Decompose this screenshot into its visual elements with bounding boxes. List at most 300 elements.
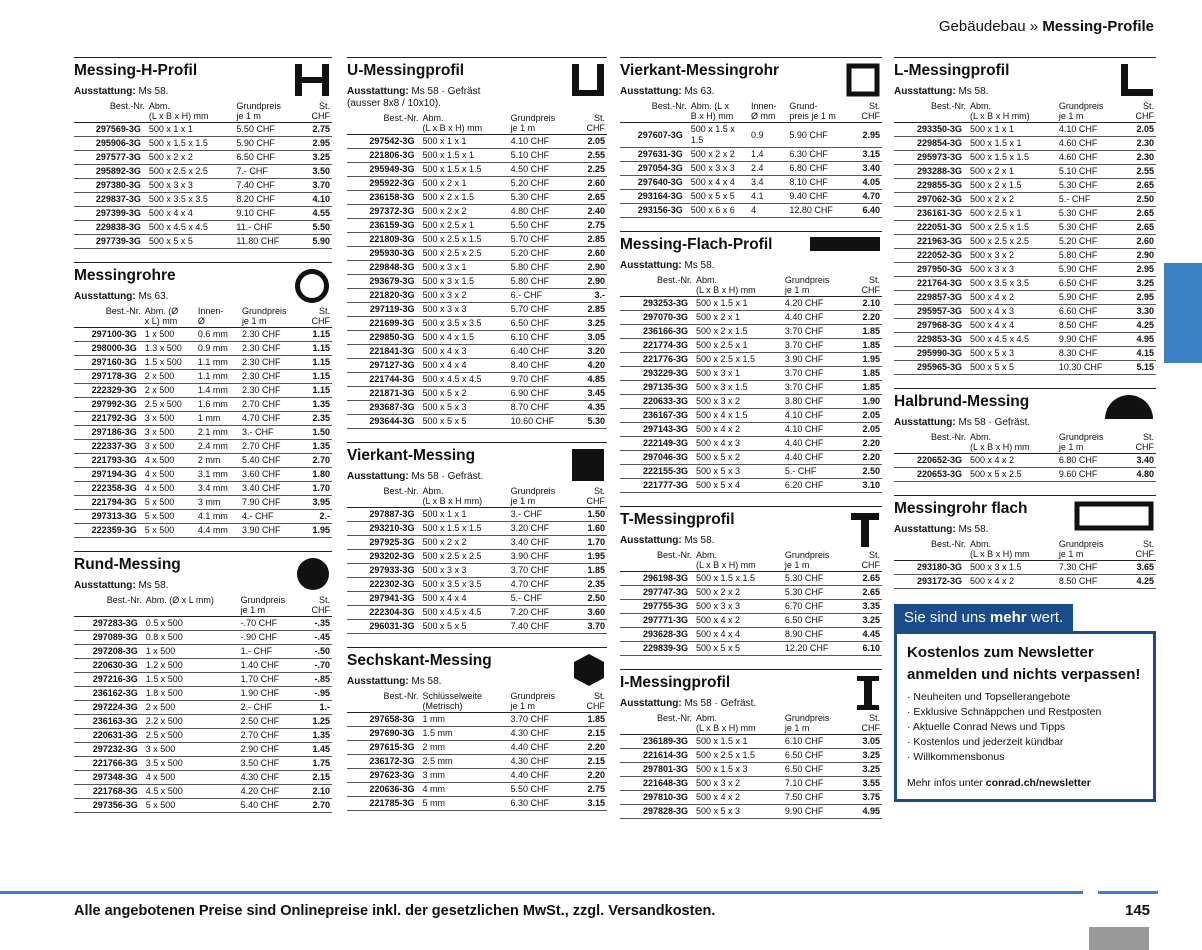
cell: 2 mm <box>421 741 509 755</box>
order-number[interactable]: 221768-3G <box>74 785 144 799</box>
unit-price: 2.70 <box>302 799 332 813</box>
cell: 3.- CHF <box>509 508 576 522</box>
order-number[interactable]: 221744-3G <box>347 373 420 387</box>
order-number[interactable]: 221614-3G <box>620 749 694 763</box>
cell: 500 x 5 x 2 <box>420 387 508 401</box>
cell: 6.70 CHF <box>783 600 851 614</box>
ausstattung-value: Ms 58. <box>958 524 989 535</box>
unit-price: 2.25 <box>576 163 607 177</box>
table-row <box>74 384 332 398</box>
cell: 4.10 CHF <box>1057 123 1125 137</box>
order-number[interactable]: 220631-3G <box>74 729 144 743</box>
table-header-row <box>74 595 332 617</box>
table-row <box>894 319 1156 333</box>
table-row <box>347 261 607 275</box>
cell: 500 x 3 x 3 <box>968 263 1057 277</box>
order-number[interactable]: 229853-3G <box>894 333 968 347</box>
order-number[interactable]: 293288-3G <box>894 165 968 179</box>
order-number[interactable]: 298000-3G <box>74 342 143 356</box>
order-number[interactable]: 221699-3G <box>347 317 420 331</box>
order-number[interactable]: 236159-3G <box>347 219 420 233</box>
table-row <box>74 342 332 356</box>
cell: 7.- CHF <box>234 165 301 179</box>
cell: 1.3 x 500 <box>143 342 196 356</box>
order-number[interactable]: 297356-3G <box>74 799 144 813</box>
cell: 9.90 CHF <box>783 805 851 819</box>
unit-price: 3.65 <box>1125 561 1156 575</box>
cell: 8.30 CHF <box>1057 347 1125 361</box>
unit-price: 3.95 <box>303 496 332 510</box>
column-header: Innen- Ø <box>197 306 224 326</box>
order-number[interactable]: 221792-3G <box>74 412 143 426</box>
order-number[interactable]: 297186-3G <box>74 426 143 440</box>
column-3 <box>620 57 882 832</box>
order-number[interactable]: 229855-3G <box>894 179 968 193</box>
cell: 500 x 1.5 x 1 <box>420 149 508 163</box>
newsletter-promo[interactable] <box>894 602 1156 802</box>
order-number[interactable]: 295892-3G <box>74 165 147 179</box>
cell: 7.40 CHF <box>509 620 576 634</box>
order-number[interactable]: 295990-3G <box>894 347 968 361</box>
unit-price: 2.90 <box>576 275 607 289</box>
order-number[interactable]: 297968-3G <box>894 319 968 333</box>
order-number[interactable]: 297399-3G <box>74 207 147 221</box>
order-number[interactable]: 236161-3G <box>894 207 968 221</box>
unit-price: 4.25 <box>1125 319 1156 333</box>
section-title: I-Messingprofil <box>620 674 731 691</box>
order-number[interactable]: 221766-3G <box>74 757 144 771</box>
order-number[interactable]: 297054-3G <box>620 162 689 176</box>
unit-price: 2.10 <box>851 297 882 311</box>
order-number[interactable]: 297569-3G <box>74 123 147 137</box>
order-number[interactable]: 236172-3G <box>347 755 421 769</box>
order-number[interactable]: 293210-3G <box>347 522 420 536</box>
order-number[interactable]: 295949-3G <box>347 163 420 177</box>
order-number[interactable]: 221841-3G <box>347 345 420 359</box>
column-header: Best.-Nr. <box>657 713 693 723</box>
table-row <box>894 165 1156 179</box>
order-number[interactable]: 293229-3G <box>620 367 694 381</box>
order-number[interactable]: 297046-3G <box>620 451 694 465</box>
table-row <box>894 468 1156 482</box>
unit-price: 1.95 <box>576 550 607 564</box>
order-number[interactable]: 297208-3G <box>74 645 144 659</box>
column-header: Best.-Nr. <box>109 101 145 111</box>
unit-price: 3.25 <box>851 614 882 628</box>
unit-price: 2.60 <box>576 247 607 261</box>
order-number[interactable]: 229837-3G <box>74 193 147 207</box>
column-header: Innen- Ø mm <box>751 101 777 121</box>
l-profile-icon <box>1120 63 1154 102</box>
order-number[interactable]: 297542-3G <box>347 135 420 149</box>
order-number[interactable]: 293679-3G <box>347 275 420 289</box>
unit-price: 1.45 <box>302 743 332 757</box>
tube-icon <box>294 268 330 309</box>
order-number[interactable]: 297992-3G <box>74 398 143 412</box>
cell: 3.70 CHF <box>509 564 576 578</box>
order-number[interactable]: 297941-3G <box>347 592 420 606</box>
order-number[interactable]: 297658-3G <box>347 713 421 727</box>
unit-price: 1.15 <box>303 328 332 342</box>
cell: 5.30 CHF <box>783 572 851 586</box>
unit-price: 4.05 <box>853 176 882 190</box>
unit-price: 3.20 <box>576 345 607 359</box>
order-number[interactable]: 297070-3G <box>620 311 694 325</box>
order-number[interactable]: 222051-3G <box>894 221 968 235</box>
order-number[interactable]: 297372-3G <box>347 205 420 219</box>
order-number[interactable]: 293164-3G <box>620 190 689 204</box>
order-number[interactable]: 220636-3G <box>347 783 421 797</box>
cell: 5 x 500 <box>144 799 239 813</box>
column-header: St. CHF <box>861 550 880 570</box>
unit-price: 3.55 <box>851 777 882 791</box>
unit-price: -.35 <box>302 617 332 631</box>
order-number[interactable]: 236189-3G <box>620 735 694 749</box>
order-number[interactable]: 293172-3G <box>894 575 968 589</box>
order-number[interactable]: 297143-3G <box>620 423 694 437</box>
product-section <box>894 388 1156 482</box>
table-row <box>620 763 882 777</box>
ausstattung-label: Ausstattung: <box>74 86 136 97</box>
order-number[interactable]: 220652-3G <box>894 454 968 468</box>
column-header: Best.-Nr. <box>657 275 693 285</box>
cell: 5.10 CHF <box>509 149 576 163</box>
unit-price: 4.95 <box>851 805 882 819</box>
section-title: Messingrohr flach <box>894 500 1028 517</box>
cell: 500 x 4 x 2 <box>694 614 783 628</box>
cell: 6.50 CHF <box>783 763 851 777</box>
cell: 6.50 CHF <box>783 749 851 763</box>
cell: 6.40 CHF <box>509 345 576 359</box>
table-row <box>620 204 882 218</box>
price-table <box>620 275 882 493</box>
order-number[interactable]: 222359-3G <box>74 524 143 538</box>
unit-price: 2.50 <box>1125 193 1156 207</box>
unit-price: 2.15 <box>576 755 607 769</box>
cell: 2.5 x 500 <box>144 729 239 743</box>
order-number[interactable]: 297640-3G <box>620 176 689 190</box>
cell: 1.4 mm <box>196 384 240 398</box>
table-row <box>74 207 332 221</box>
order-number[interactable]: 293180-3G <box>894 561 968 575</box>
order-number[interactable]: 297623-3G <box>347 769 421 783</box>
cell: 3.- CHF <box>240 426 303 440</box>
cell: 7.90 CHF <box>240 496 303 510</box>
cell: 2.30 CHF <box>240 342 303 356</box>
cell: 500 x 2.5 x 1.5 <box>694 749 783 763</box>
section-header <box>74 556 332 578</box>
order-number[interactable]: 236166-3G <box>620 325 694 339</box>
cell: 4.30 CHF <box>509 727 576 741</box>
table-row <box>894 249 1156 263</box>
order-number[interactable]: 221871-3G <box>347 387 420 401</box>
newsletter-link[interactable]: conrad.ch/newsletter <box>985 777 1091 789</box>
order-number[interactable]: 297348-3G <box>74 771 144 785</box>
order-number[interactable]: 229854-3G <box>894 137 968 151</box>
order-number[interactable]: 295957-3G <box>894 305 968 319</box>
unit-price: 1.15 <box>303 370 332 384</box>
cell: 500 x 4 x 3 <box>968 305 1057 319</box>
order-number[interactable]: 297887-3G <box>347 508 420 522</box>
table-row <box>620 586 882 600</box>
column-2 <box>347 57 607 824</box>
order-number[interactable]: 293202-3G <box>347 550 420 564</box>
order-number[interactable]: 236163-3G <box>74 715 144 729</box>
order-number[interactable]: 221774-3G <box>620 339 694 353</box>
order-number[interactable]: 295965-3G <box>894 361 968 375</box>
order-number[interactable]: 222302-3G <box>347 578 420 592</box>
order-number[interactable]: 297089-3G <box>74 631 144 645</box>
cell: 1.4 <box>749 148 787 162</box>
order-number[interactable]: 297771-3G <box>620 614 694 628</box>
cell: 3.40 CHF <box>240 482 303 496</box>
order-number[interactable]: 297313-3G <box>74 510 143 524</box>
order-number[interactable]: 297224-3G <box>74 701 144 715</box>
order-number[interactable]: 220630-3G <box>74 659 144 673</box>
order-number[interactable]: 222358-3G <box>74 482 143 496</box>
cell: 1.5 x 500 <box>143 356 196 370</box>
unit-price: 1.85 <box>851 339 882 353</box>
order-number[interactable]: 297755-3G <box>620 600 694 614</box>
section-header <box>620 62 882 84</box>
cell: 500 x 1.5 x 1.5 <box>420 522 508 536</box>
order-number[interactable]: 221648-3G <box>620 777 694 791</box>
cell: 8.50 CHF <box>1057 319 1125 333</box>
product-section <box>894 495 1156 589</box>
order-number[interactable]: 293253-3G <box>620 297 694 311</box>
order-number[interactable]: 220633-3G <box>620 395 694 409</box>
order-number[interactable]: 297810-3G <box>620 791 694 805</box>
order-number[interactable]: 220653-3G <box>894 468 968 482</box>
price-table <box>347 691 607 811</box>
order-number[interactable]: 221764-3G <box>894 277 968 291</box>
table-row <box>74 673 332 687</box>
order-number[interactable]: 221794-3G <box>74 496 143 510</box>
ausstattung-value: Ms 58. <box>958 86 989 97</box>
table-row <box>74 235 332 249</box>
order-number[interactable]: 297135-3G <box>620 381 694 395</box>
order-number[interactable]: 293156-3G <box>620 204 689 218</box>
order-number[interactable]: 221963-3G <box>894 235 968 249</box>
table-row <box>894 347 1156 361</box>
unit-price: -.95 <box>302 687 332 701</box>
order-number[interactable]: 236158-3G <box>347 191 420 205</box>
order-number[interactable]: 295973-3G <box>894 151 968 165</box>
order-number[interactable]: 293628-3G <box>620 628 694 642</box>
order-number[interactable]: 229848-3G <box>347 261 420 275</box>
cell: 500 x 3 x 3 <box>420 303 508 317</box>
table-row <box>347 247 607 261</box>
order-number[interactable]: 222052-3G <box>894 249 968 263</box>
order-number[interactable]: 297216-3G <box>74 673 144 687</box>
table-row <box>620 749 882 763</box>
unit-price: 3.05 <box>851 735 882 749</box>
column-header: St. CHF <box>311 101 330 121</box>
cell: 6.50 CHF <box>509 317 576 331</box>
order-number[interactable]: 293350-3G <box>894 123 968 137</box>
table-row <box>74 179 332 193</box>
unit-price: 2.20 <box>576 769 607 783</box>
order-number[interactable]: 297194-3G <box>74 468 143 482</box>
order-number[interactable]: 297119-3G <box>347 303 420 317</box>
cell: 5.20 CHF <box>509 247 576 261</box>
product-section <box>74 551 332 813</box>
table-row <box>347 536 607 550</box>
table-row <box>347 415 607 429</box>
order-number[interactable]: 236167-3G <box>620 409 694 423</box>
unit-price: 2.70 <box>303 454 332 468</box>
order-number[interactable]: 296031-3G <box>347 620 420 634</box>
column-header: Grundpreis je 1 m <box>1058 432 1104 452</box>
table-row <box>347 620 607 634</box>
order-number[interactable]: 295906-3G <box>74 137 147 151</box>
hexagon-bar-icon <box>573 653 605 692</box>
cell: 500 x 5 x 4 <box>694 479 783 493</box>
chapter-tab <box>1164 263 1202 363</box>
order-number[interactable]: 297127-3G <box>347 359 420 373</box>
cell: 11.- CHF <box>234 221 301 235</box>
cell: 3 mm <box>196 496 240 510</box>
unit-price: -.85 <box>302 673 332 687</box>
ausstattung <box>347 676 607 688</box>
unit-price: 4.25 <box>1125 575 1156 589</box>
order-number[interactable]: 297631-3G <box>620 148 689 162</box>
price-table <box>620 713 882 819</box>
order-number[interactable]: 297062-3G <box>894 193 968 207</box>
ausstattung-value: Ms 58 · Gefräst. <box>958 417 1031 428</box>
order-number[interactable]: 221793-3G <box>74 454 143 468</box>
unit-price: 2.65 <box>1125 207 1156 221</box>
order-number[interactable]: 297801-3G <box>620 763 694 777</box>
unit-price: 1.60 <box>576 522 607 536</box>
unit-price: 1.25 <box>302 715 332 729</box>
table-row <box>74 701 332 715</box>
order-number[interactable]: 229838-3G <box>74 221 147 235</box>
footer-note: Alle angebotenen Preise sind Onlinepreise inkl. der gesetzlichen MwSt., zzgl. Versandkosten. <box>74 903 716 919</box>
cell: 500 x 1.5 x 1.5 <box>420 163 508 177</box>
cell: 7.50 CHF <box>783 791 851 805</box>
column-header: Abm. (L x B x H) mm <box>696 550 756 570</box>
cell: 500 x 4.5 x 4.5 <box>147 221 234 235</box>
unit-price: 3.35 <box>851 600 882 614</box>
order-number[interactable]: 297739-3G <box>74 235 147 249</box>
cell: 0.6 mm <box>196 328 240 342</box>
round-bar-icon <box>296 557 330 596</box>
cell: 500 x 1.5 x 3 <box>694 763 783 777</box>
unit-price: 4.55 <box>301 207 332 221</box>
cell: 5.30 CHF <box>1057 221 1125 235</box>
order-number[interactable]: 221806-3G <box>347 149 420 163</box>
order-number[interactable]: 222337-3G <box>74 440 143 454</box>
order-number[interactable]: 295930-3G <box>347 247 420 261</box>
section-header <box>894 393 1156 415</box>
cell: 3.80 CHF <box>783 395 851 409</box>
order-number[interactable]: 297950-3G <box>894 263 968 277</box>
order-number[interactable]: 297283-3G <box>74 617 144 631</box>
table-row <box>620 148 882 162</box>
cell: 7.30 CHF <box>1057 561 1125 575</box>
table-header-row <box>894 101 1156 123</box>
column-header: Abm. (L x B x H) mm <box>422 113 483 133</box>
cell: 500 x 3.5 x 3.5 <box>968 277 1057 291</box>
cell: 3.50 CHF <box>239 757 303 771</box>
order-number[interactable]: 221785-3G <box>347 797 421 811</box>
order-number[interactable]: 222304-3G <box>347 606 420 620</box>
order-number[interactable]: 293687-3G <box>347 401 420 415</box>
cell: 500 x 4 x 1.5 <box>694 409 783 423</box>
cell: 3.60 CHF <box>240 468 303 482</box>
column-header: Grundpreis je 1 m <box>236 101 281 121</box>
order-number[interactable]: 229850-3G <box>347 331 420 345</box>
unit-price: 4.45 <box>851 628 882 642</box>
cell: 500 x 5 x 5 <box>689 190 749 204</box>
section-title: Halbrund-Messing <box>894 393 1030 410</box>
cell: 3 x 500 <box>144 743 239 757</box>
order-number[interactable]: 222149-3G <box>620 437 694 451</box>
column-header: Abm. (Ø x L mm) <box>145 595 214 605</box>
table-row <box>620 123 882 148</box>
cell: 500 x 2.5 x 1.5 <box>968 221 1057 235</box>
order-number[interactable]: 293644-3G <box>347 415 420 429</box>
order-number[interactable]: 297925-3G <box>347 536 420 550</box>
cell: 1 x 500 <box>144 645 239 659</box>
order-number[interactable]: 236162-3G <box>74 687 144 701</box>
order-number[interactable]: 295922-3G <box>347 177 420 191</box>
order-number[interactable]: 221809-3G <box>347 233 420 247</box>
table-row <box>347 727 607 741</box>
order-number[interactable]: 297178-3G <box>74 370 143 384</box>
column-header: Best.-Nr. <box>931 539 967 549</box>
unit-price: 2.95 <box>1125 263 1156 277</box>
order-number[interactable]: 221777-3G <box>620 479 694 493</box>
order-number[interactable]: 297747-3G <box>620 586 694 600</box>
order-number[interactable]: 222329-3G <box>74 384 143 398</box>
cell: 3.5 x 500 <box>144 757 239 771</box>
unit-price: 1.35 <box>303 398 332 412</box>
cell: 5.10 CHF <box>1057 165 1125 179</box>
order-number[interactable]: 297160-3G <box>74 356 143 370</box>
order-number[interactable]: 229839-3G <box>620 642 694 656</box>
table-row <box>74 631 332 645</box>
cell: 4.80 CHF <box>509 205 576 219</box>
order-number[interactable]: 297690-3G <box>347 727 421 741</box>
order-number[interactable]: 297232-3G <box>74 743 144 757</box>
cell: 3.4 <box>749 176 787 190</box>
order-number[interactable]: 296198-3G <box>620 572 694 586</box>
table-row <box>347 401 607 415</box>
unit-price: 1.80 <box>303 468 332 482</box>
table-header-row <box>620 713 882 735</box>
order-number[interactable]: 297615-3G <box>347 741 421 755</box>
order-number[interactable]: 297933-3G <box>347 564 420 578</box>
order-number[interactable]: 297100-3G <box>74 328 143 342</box>
unit-price: 3.75 <box>851 791 882 805</box>
order-number[interactable]: 221820-3G <box>347 289 420 303</box>
unit-price: 2.15 <box>302 771 332 785</box>
order-number[interactable]: 221776-3G <box>620 353 694 367</box>
order-number[interactable]: 297828-3G <box>620 805 694 819</box>
cell: 500 x 5 x 3 <box>420 401 508 415</box>
order-number[interactable]: 229857-3G <box>894 291 968 305</box>
section-header <box>620 674 882 696</box>
order-number[interactable]: 297380-3G <box>74 179 147 193</box>
cell: 1.1 mm <box>196 370 240 384</box>
product-section <box>347 57 607 429</box>
order-number[interactable]: 222155-3G <box>620 465 694 479</box>
promo-benefit: · Willkommensbonus <box>907 751 1005 763</box>
order-number[interactable]: 297607-3G <box>620 123 689 148</box>
order-number[interactable]: 297577-3G <box>74 151 147 165</box>
